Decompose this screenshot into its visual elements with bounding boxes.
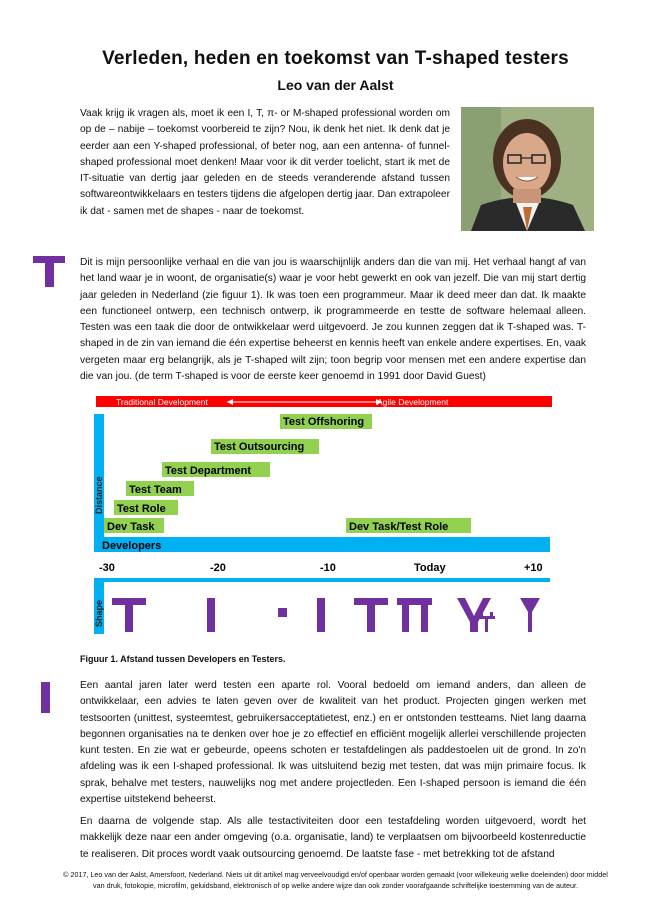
tick-label: -10 bbox=[320, 562, 336, 574]
paragraph-2: Dit is mijn persoonlijke verhaal en die van jou is waarschijnlijk anders dan die van mij. Het verhaal hangt af van het land waar je in woont, de organisatie(s) waar je voor hebt gewerkt en ook van jezelf. Die van mij start dertig jaar geleden in Nederland (zie figuur 1). Ik was toen een programmeur. Maar ik deed meer dan dat. Ik maakte een functioneel ontwerp, een technisch ontwerp, ik programmeerde en testte de software helemaal alleen. Testen was een taak die door de ontwikkelaar werd uitgevoerd. Je zou kunnen zeggen dat ik T-shaped was. T-shaped in de zin van iemand die één expertise beheerst en kennis heeft van enkele andere expertises. En, vaak vergeten maar erg belangrijk, als je T-shaped wilt zijn; toon begrip voor mensen met een andere expertise dan die van jou. (de term T-shaped is voor de eerste keer genoemd in 1991 door David Guest) bbox=[80, 257, 586, 383]
box-test-team-label: Test Team bbox=[129, 484, 182, 496]
figure-distance-chart bbox=[92, 394, 555, 636]
intro-paragraph: Vaak krijg ik vragen als, moet ik een I, T, π- or M-shaped professional worden om op de – nabije – toekomst voorbereid te zijn? Nou, ik denk het niet. Ik denk dat je eerder aan een Y-shaped professional, of beter nog, aan een antenna- of funnel-shaped professional moet denken! Maar voor ik dit verder toelicht, start ik met de IT-situatie van dertig jaar geleden en de steeds veranderende afstand tussen softwareontwikkelaars en testers tijdens die afgelopen dertig jaar. Dan extrapoleer ik dat - samen met de shapes - naar de toekomst. bbox=[80, 108, 450, 217]
box-dev-task-test-role-label: Dev Task/Test Role bbox=[349, 521, 449, 533]
tick-label: -30 bbox=[99, 562, 115, 574]
t-shape-icon bbox=[112, 598, 146, 632]
shape-icons bbox=[112, 598, 540, 632]
developers-label: Developers bbox=[102, 540, 162, 552]
shape-axis-label: Shape bbox=[94, 599, 104, 627]
box-test-role-label: Test Role bbox=[117, 503, 166, 515]
tick-label: -20 bbox=[210, 562, 226, 574]
pi-shape-icon bbox=[397, 598, 432, 632]
tick-label: +10 bbox=[524, 562, 543, 574]
dot-shape-icon bbox=[278, 608, 287, 617]
traditional-label: Traditional Development bbox=[116, 397, 208, 407]
box-test-offshoring-label: Test Offshoring bbox=[283, 416, 365, 428]
antenna-shape-icon bbox=[478, 612, 495, 632]
funnel-shape-icon bbox=[520, 598, 540, 632]
author-photo bbox=[461, 107, 594, 231]
paragraph-4: En daarna de volgende stap. Als alle testactiviteiten door een testafdeling worden uitgevoerd, wordt het makkelijk deze naar een ander omgeving (o.a. organisatie, land) te verplaatsen om bijvoorbeeld kostenreductie te realiseren. Dit proces wordt vaak outsourcing genoemd. De laatste fase - met betrekking tot de afstand bbox=[80, 816, 586, 860]
i-shape-icon bbox=[207, 598, 215, 632]
distance-axis-label: Distance bbox=[94, 476, 104, 514]
t-shape-icon bbox=[33, 256, 65, 288]
distance-axis bbox=[94, 414, 104, 538]
agile-label: Agile Development bbox=[377, 397, 449, 407]
author-name: Leo van der Aalst bbox=[277, 77, 394, 93]
i-shape-icon bbox=[317, 598, 325, 632]
box-dev-task-label: Dev Task bbox=[107, 521, 155, 533]
developers-bar bbox=[94, 537, 550, 552]
box-test-outsourcing-label: Test Outsourcing bbox=[214, 441, 305, 453]
figure-caption: Figuur 1. Afstand tussen Developers en Testers. bbox=[80, 654, 286, 664]
t-shape-icon bbox=[354, 598, 388, 632]
paragraph-3: Een aantal jaren later werd testen een aparte rol. Vooral bedoeld om iemand anders, dan alleen de ontwikkelaar, een advies te laten geven over de kwaliteit van het product. Projecten gingen werken met testsoorten (unittest, systeemtest, gebruikersacceptatietest, enz.) en er ontstonden testteams. Niet lang daarna begonnen organisaties na te denken over hoe je zo effectief en efficiënt mogelijk allerlei verschillende projecten kunt testen. En zie wat er gebeurde, opeens schoten er testafdelingen als paddestoelen uit de grond. In zo'n afdeling was ik een I-shaped professional. Ik was uitsluitend bezig met testen, dat was mijn primaire focus. Ik sprak, behalve met testers, nauwelijks nog met andere projectleden. Een I-shaped persoon is iemand die één expertise uitstekend beheerst. bbox=[80, 680, 586, 806]
box-test-department-label: Test Department bbox=[165, 465, 251, 477]
page-title: Verleden, heden en toekomst van T-shaped testers bbox=[102, 48, 569, 69]
i-shape-icon bbox=[41, 682, 53, 714]
tick-label: Today bbox=[414, 562, 446, 574]
copyright-footer: © 2017, Leo van der Aalst, Amersfoort, Nederland. Niets uit dit artikel mag verveelvoudigd en/of openbaar worden gemaakt (voor willekeurig welke doeleinden) door middel van druk, fotokopie, microfilm, geluidsband, elektronisch of op welke andere wijze dan ook zonder voorafgaande schriftelijke toestemming van de auteur. bbox=[63, 870, 608, 890]
